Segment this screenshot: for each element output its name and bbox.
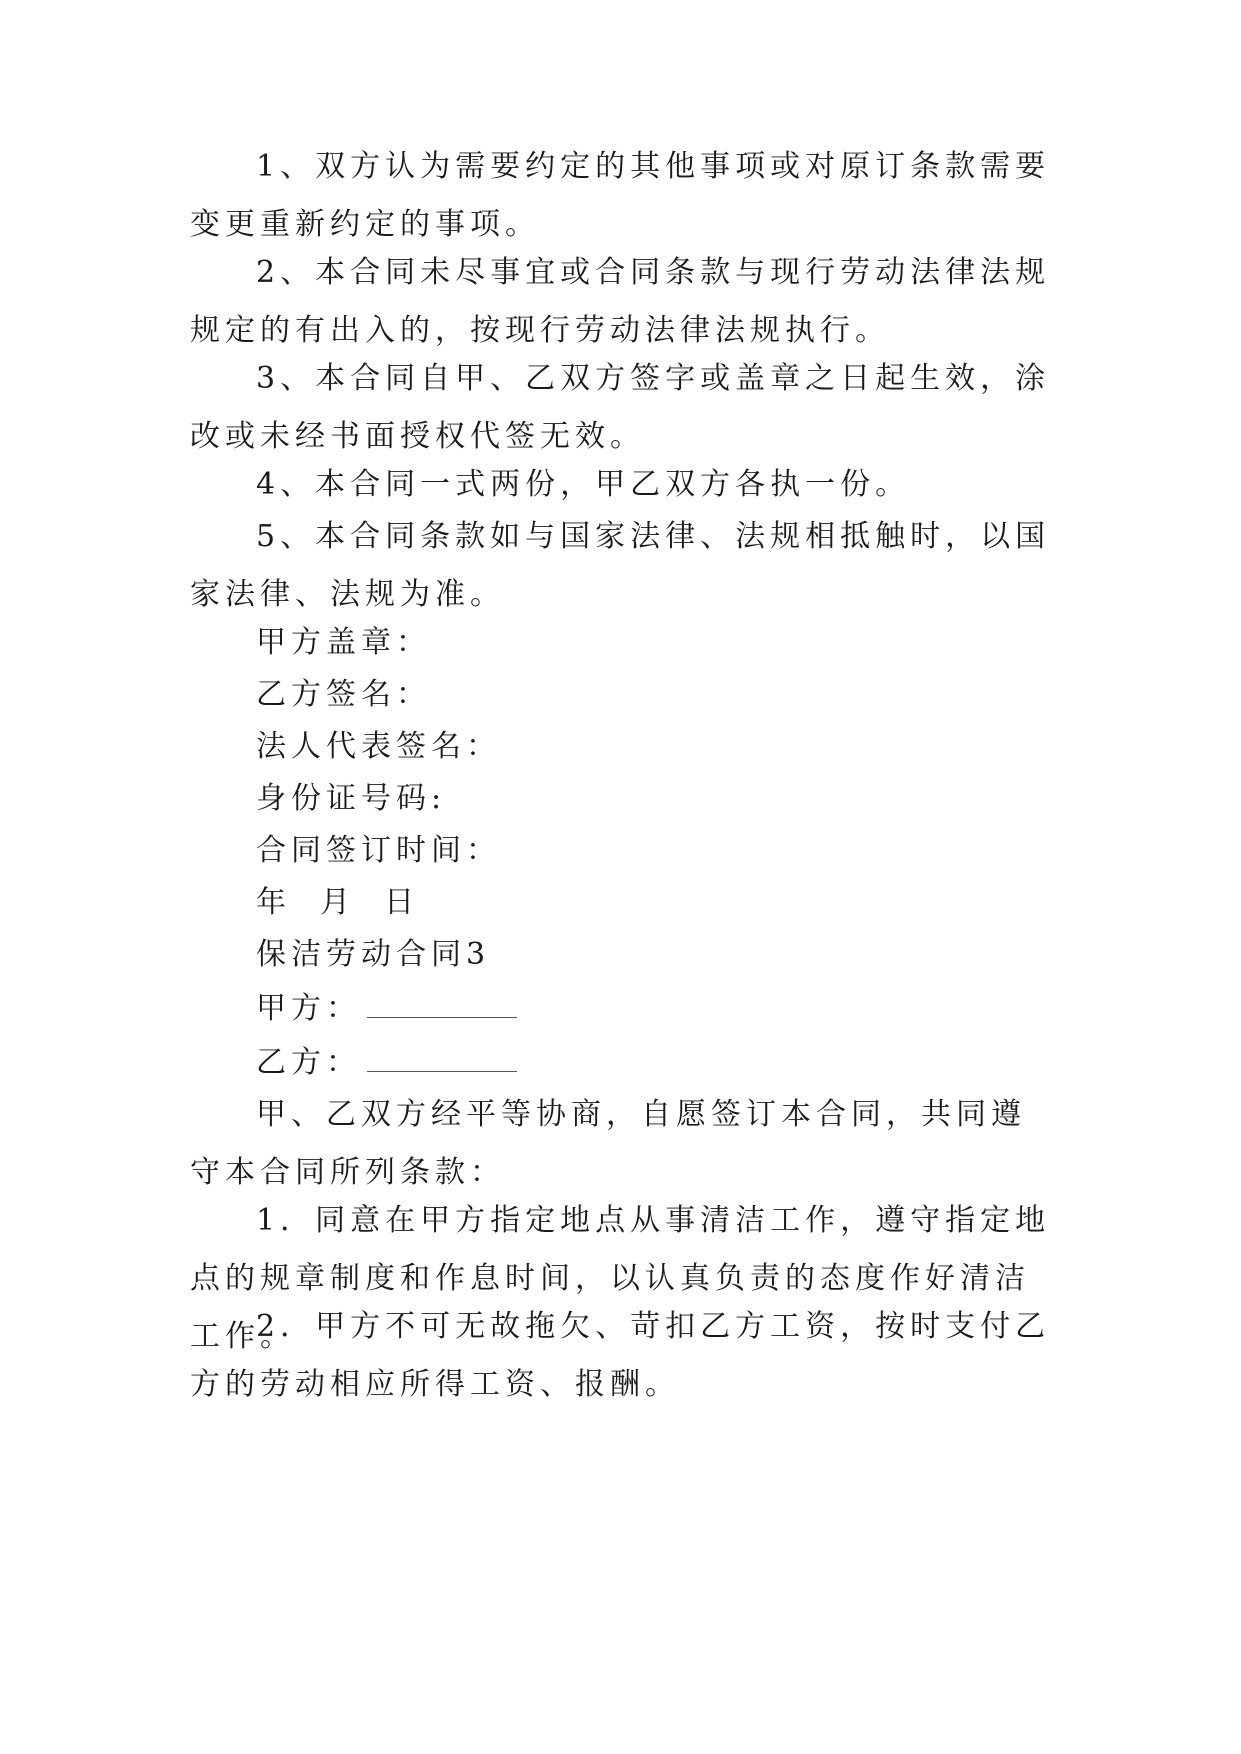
party-b-blank — [367, 1045, 517, 1072]
party-a-label: 甲方： — [256, 991, 361, 1026]
contract-3-clause-2: 2．甲方不可无故拖欠、苛扣乙方工资，按时支付乙方的劳动相应所得工资、报酬。 — [190, 1309, 1051, 1402]
contract-3-title: 保洁劳动合同3 — [256, 937, 491, 972]
clause-1-other-matters: 1、双方认为需要约定的其他事项或对原订条款需要变更重新约定的事项。 — [190, 149, 1051, 242]
clause-3-effectiveness: 3、本合同自甲、乙双方签字或盖章之日起生效，涂改或未经书面授权代签无效。 — [190, 361, 1051, 454]
legal-rep-sign-label: 法人代表签名： — [256, 729, 501, 764]
sign-time-label: 合同签订时间： — [256, 833, 501, 868]
id-number-label: 身份证号码: — [256, 781, 447, 816]
date-line: 年 月 日 — [256, 885, 420, 920]
clause-4-copies: 4、本合同一式两份，甲乙双方各执一份。 — [256, 467, 911, 502]
party-b-label: 乙方： — [256, 1045, 361, 1080]
party-a-blank — [367, 991, 517, 1018]
party-b-sign-label: 乙方签名： — [256, 677, 431, 712]
party-b-line — [256, 1034, 517, 1092]
clause-2-unaddressed-matters: 2、本合同未尽事宜或合同条款与现行劳动法律法规规定的有出入的，按现行劳动法律法规执行。 — [190, 255, 1051, 348]
clause-5-law-precedence: 5、本合同条款如与国家法律、法规相抵触时，以国家法律、法规为准。 — [190, 519, 1051, 612]
party-a-seal-label: 甲方盖章： — [256, 625, 431, 660]
contract-3-clause-1: 1．同意在甲方指定地点从事清洁工作，遵守指定地点的规章制度和作息时间，以认真负责的态度作好清洁工作。 — [190, 1203, 1051, 1354]
contract-3-intro: 甲、乙双方经平等协商，自愿签订本合同，共同遵守本合同所列条款： — [190, 1097, 1026, 1190]
party-a-line — [256, 980, 517, 1038]
